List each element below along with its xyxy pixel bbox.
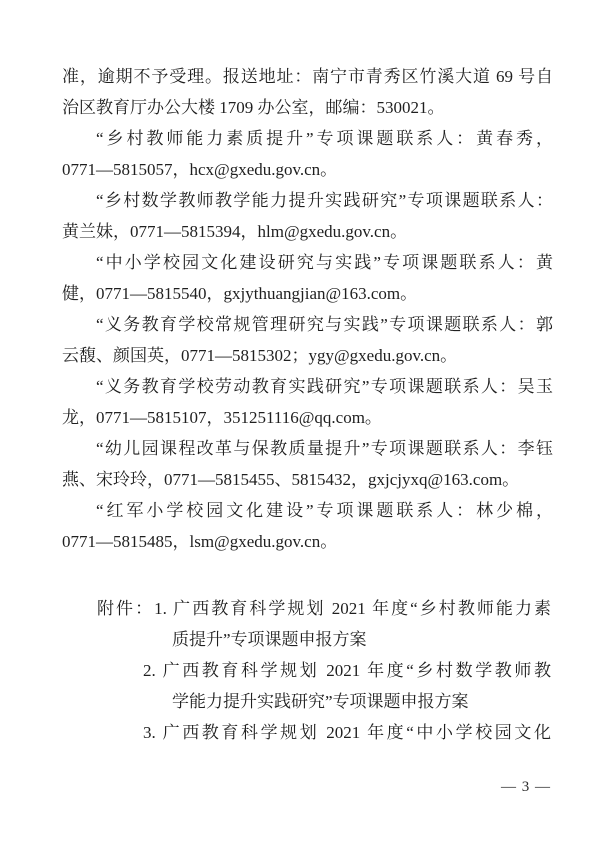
body-line: 健，0771—5815540，gxjythuangjian@163.com。 — [62, 284, 418, 303]
attachment-line: 质提升”专项课题申报方案 — [172, 630, 367, 649]
attachment-list — [62, 593, 551, 748]
attachment-line: 3. 广西教育科学规划 2021 年度“中小学校园文化 — [143, 723, 551, 742]
body-line: “义务教育学校劳动教育实践研究”专项课题联系人：吴玉 — [96, 377, 553, 396]
body-line: “乡村教师能力素质提升”专项课题联系人：黄春秀， — [96, 129, 553, 148]
document-body — [62, 61, 553, 557]
body-line: “中小学校园文化建设研究与实践”专项课题联系人：黄 — [96, 253, 553, 272]
body-line: 燕、宋玲玲，0771—5815455、5815432，gxjcjyxq@163.com。 — [62, 470, 520, 489]
body-line: 云馥、颜国英，0771—5815302；ygy@gxedu.gov.cn。 — [62, 346, 458, 365]
page-number: — 3 — — [501, 779, 551, 795]
body-line: “红军小学校园文化建设”专项课题联系人：林少棉， — [96, 501, 553, 520]
body-line: “义务教育学校常规管理研究与实践”专项课题联系人：郭 — [96, 315, 553, 334]
body-line: 黄兰妹，0771—5815394，hlm@gxedu.gov.cn。 — [62, 222, 408, 241]
attachment-line: 附件：1. 广西教育科学规划 2021 年度“乡村教师能力素 — [97, 599, 551, 618]
body-line: 治区教育厅办公大楼 1709 办公室，邮编：530021。 — [62, 98, 445, 117]
body-line: 0771—5815057，hcx@gxedu.gov.cn。 — [62, 160, 338, 179]
body-line: 龙，0771—5815107，351251116@qq.com。 — [62, 408, 382, 427]
body-line: “乡村数学教师教学能力提升实践研究”专项课题联系人： — [96, 191, 553, 210]
attachment-line: 2. 广西教育科学规划 2021 年度“乡村数学教师教 — [143, 661, 551, 680]
body-line: “幼儿园课程改革与保教质量提升”专项课题联系人：李钰 — [96, 439, 553, 458]
body-line: 0771—5815485，lsm@gxedu.gov.cn。 — [62, 532, 338, 551]
body-line: 准，逾期不予受理。报送地址：南宁市青秀区竹溪大道 69 号自 — [62, 67, 553, 86]
attachment-line: 学能力提升实践研究”专项课题申报方案 — [172, 692, 469, 711]
